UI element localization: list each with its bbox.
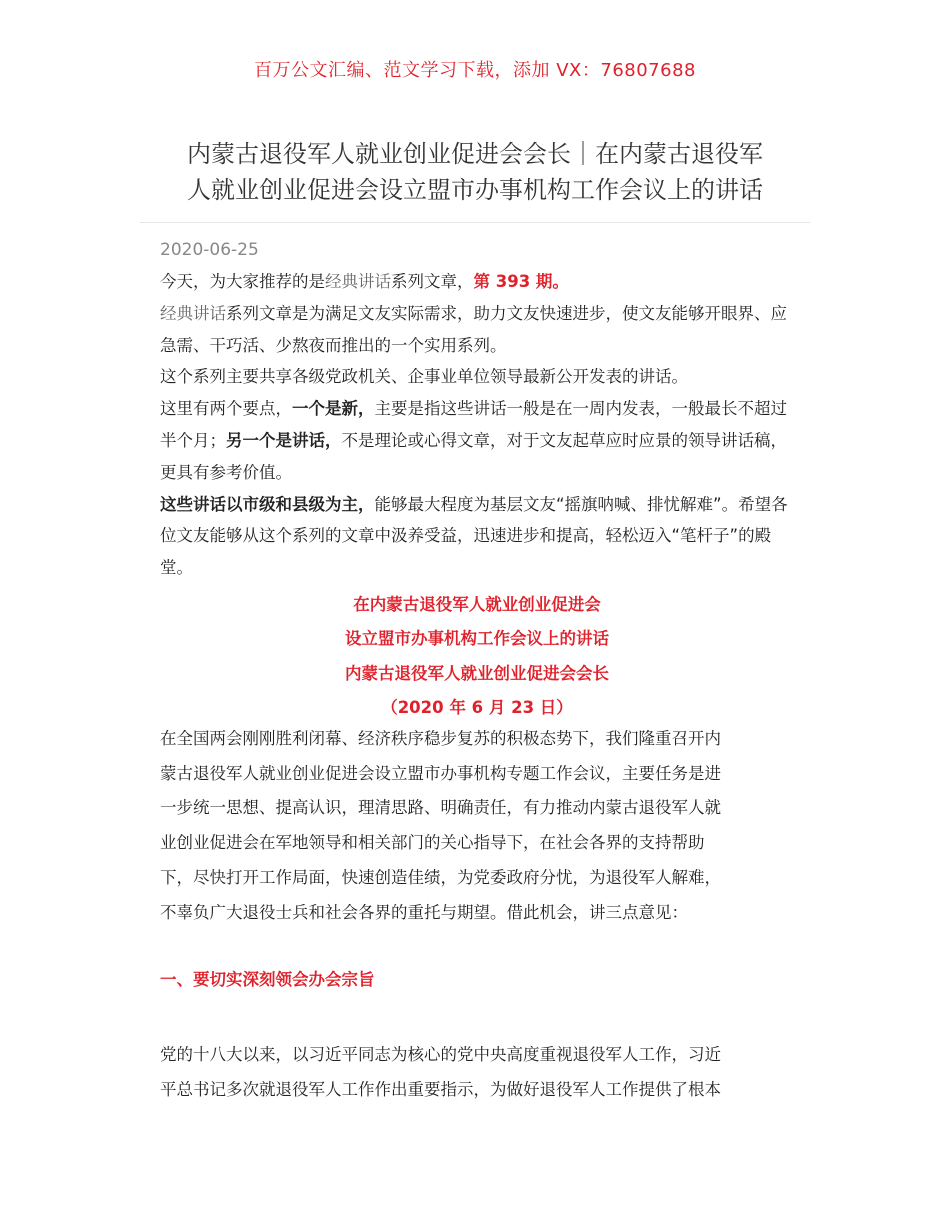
intro-text: 今天，为大家推荐的是 xyxy=(160,272,325,291)
issue-number: 第 393 期。 xyxy=(473,272,569,291)
article-title xyxy=(140,136,810,223)
speech-speaker: 内蒙古退役军人就业创业促进会会长 xyxy=(345,663,609,683)
title-line-2: 人就业创业促进会设立盟市办事机构工作会议上的讲话 xyxy=(187,176,763,204)
intro-paragraph-4 xyxy=(160,393,794,488)
series-name: 经典讲话 xyxy=(160,303,226,323)
text-line: 下，尽快打开工作局面，快速创造佳绩，为党委政府分忧，为退役军人解难， xyxy=(160,867,721,887)
intro-paragraph-3: 这个系列主要共享各级党政机关、企事业单位领导最新公开发表的讲话。 xyxy=(160,367,688,387)
promo-banner: 百万公文汇编、范文学习下载，添加 VX：76807688 xyxy=(254,60,696,81)
intro-text: 这里有两个要点， xyxy=(160,399,292,419)
speech-date: （2020 年 6 月 23 日） xyxy=(381,698,573,718)
text-line: 业创业促进会在军地领导和相关部门的关心指导下，在社会各界的支持帮助 xyxy=(160,833,705,853)
section-1-paragraph xyxy=(160,1038,794,1107)
speech-title-1: 在内蒙古退役军人就业创业促进会 xyxy=(353,594,601,614)
series-name: 经典讲话 xyxy=(325,272,391,291)
intro-paragraph-2 xyxy=(160,298,794,362)
intro-paragraph-1 xyxy=(160,266,794,298)
text-line: 党的十八大以来，以习近平同志为核心的党中央高度重视退役军人工作，习近 xyxy=(160,1045,721,1064)
text-line: 一步统一思想、提高认识，理清思路、明确责任，有力推动内蒙古退役军人就 xyxy=(160,798,721,818)
intro-text: 主要是指这些讲话一般是在一周内发表，一般最长不超过半个月； xyxy=(160,399,787,450)
text-line: 在全国两会刚刚胜利闭幕、经济秩序稳步复苏的积极态势下，我们隆重召开内 xyxy=(160,729,721,748)
text-line: 平总书记多次就退役军人工作作出重要指示，为做好退役军人工作提供了根本 xyxy=(160,1079,721,1099)
title-line-1: 内蒙古退役军人就业创业促进会会长｜在内蒙古退役军 xyxy=(187,140,763,168)
key-point-3: 这些讲话以市级和县级为主， xyxy=(160,494,375,514)
intro-text: 能够最大程度为基层文友“摇旗呐喊、排忧解难”。希望各位文友能够从这个系列的文章中汲养受益，迅速进步和提高，轻松迈入“笔杆子”的殿堂。 xyxy=(160,494,788,578)
intro-section xyxy=(160,266,794,726)
intro-text: 系列文章是为满足文友实际需求，助力文友快速进步，使文友能够开眼界、应急需、干巧活、少熬夜而推出的一个实用系列。 xyxy=(160,303,787,355)
section-heading-1: 一、要切实深刻领会办会宗旨 xyxy=(160,970,375,989)
speech-title-2: 设立盟市办事机构工作会议上的讲话 xyxy=(345,629,609,649)
publish-date: 2020-06-25 xyxy=(160,240,259,260)
speech-opening-paragraph xyxy=(160,722,794,930)
text-line: 不辜负广大退役士兵和社会各界的重托与期望。借此机会，讲三点意见： xyxy=(160,902,688,922)
text-line: 蒙古退役军人就业创业促进会设立盟市办事机构专题工作会议，主要任务是进 xyxy=(160,763,721,783)
intro-text: 不是理论或心得文章，对于文友起草应时应景的领导讲话稿，更具有参考价值。 xyxy=(160,430,787,482)
key-point-2: 另一个是讲话， xyxy=(226,430,342,450)
intro-text: 系列文章， xyxy=(391,272,474,291)
key-point-1: 一个是新， xyxy=(292,399,375,419)
intro-paragraph-5 xyxy=(160,489,794,584)
